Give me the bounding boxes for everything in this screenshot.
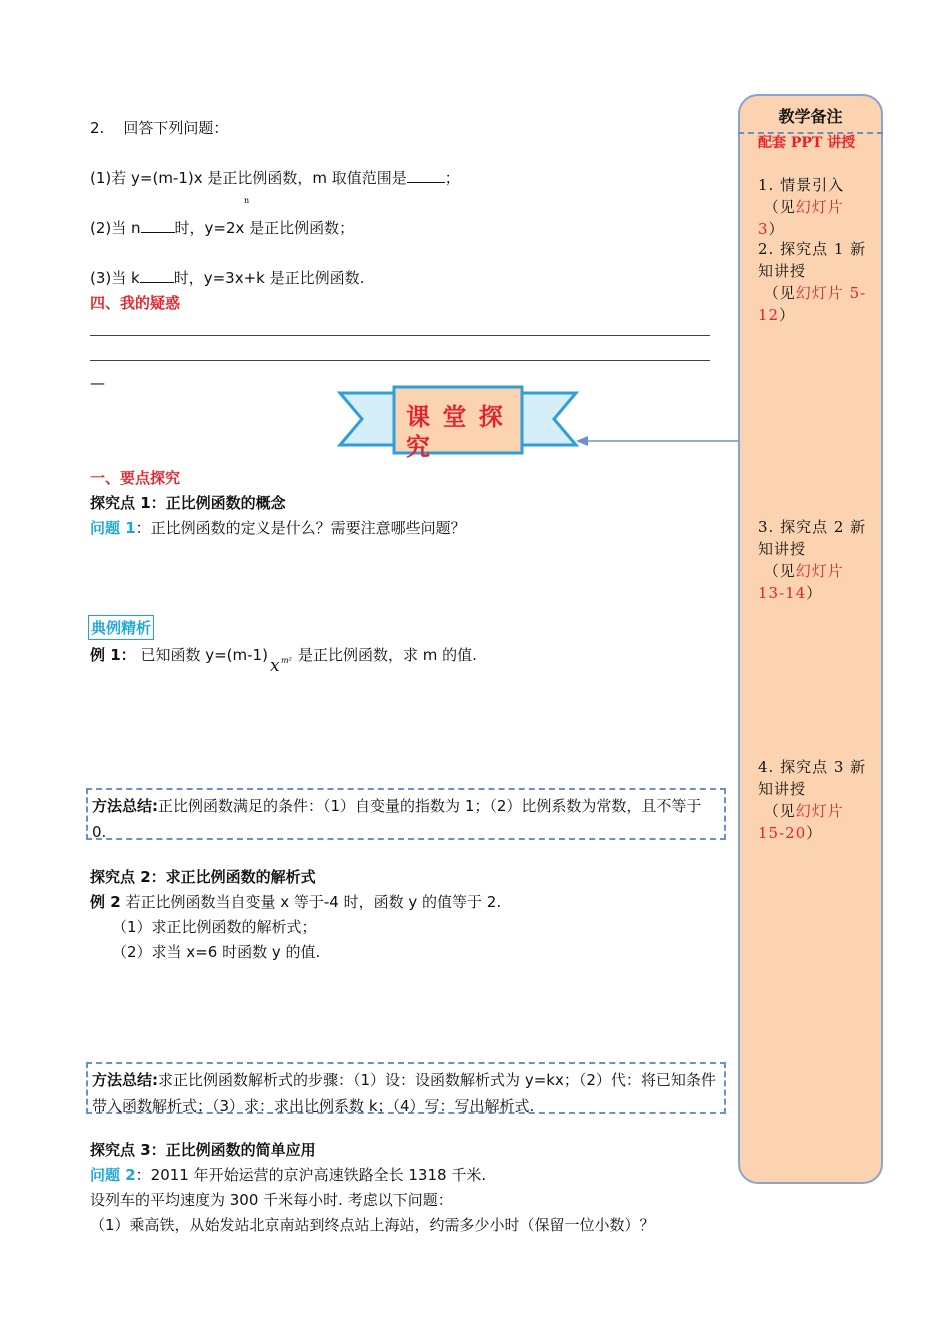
- note-item-4-title: 4. 探究点 3 新知讲授: [758, 758, 867, 798]
- method-summary-1: [86, 788, 726, 840]
- summary-text: 正比例函数满足的条件：（1）自变量的指数为 1；（2）比例系数为常数，且不等于 0.: [92, 797, 702, 841]
- question-2-line-2: 设列车的平均速度为 300 千米每小时. 考虑以下问题：: [90, 1191, 453, 1209]
- part-1-end: ；: [444, 169, 460, 187]
- summary-label: 方法总结:: [92, 797, 158, 815]
- teaching-notes-sidebar: [738, 94, 883, 1184]
- part-3-end: 时，y=3x+k 是正比例函数.: [173, 269, 365, 287]
- note-item-3-slides: 幻灯片 13-14: [758, 562, 844, 602]
- section-heading: 一、要点探究: [90, 469, 181, 487]
- math-exponent: m²: [281, 656, 292, 665]
- question-label: 问题 2: [90, 1166, 136, 1184]
- answer-line: [90, 335, 710, 336]
- example-text-end: 是正比例函数，求 m 的值.: [298, 646, 477, 664]
- note-item-3-suffix: ）: [806, 584, 823, 602]
- sidebar-title: 教学备注: [778, 107, 843, 126]
- note-item-2-prefix: （见: [763, 284, 796, 302]
- example-2-sub-1: （1）求正比例函数的解析式；: [112, 918, 317, 936]
- note-item-1-prefix: （见: [763, 198, 796, 216]
- question-2-part-1: [90, 167, 460, 188]
- note-item-3-title: 3. 探究点 2 新知讲授: [758, 518, 867, 558]
- question-2-part-3: [90, 267, 364, 288]
- math-x: x: [270, 656, 280, 676]
- answer-blank: [407, 168, 445, 183]
- note-item-2: [758, 238, 870, 326]
- example-text: 若正比例函数当自变量 x 等于-4 时，函数 y 的值等于 2.: [125, 893, 502, 911]
- note-item-1-slides: 幻灯片 3: [758, 198, 844, 238]
- point-3-heading: 探究点 3：正比例函数的简单应用: [90, 1141, 316, 1159]
- answer-blank: [141, 218, 175, 233]
- answer-line-end: —: [90, 374, 105, 392]
- example-2-sub-2: （2）求当 x=6 时函数 y 的值.: [112, 943, 321, 961]
- note-item-4-prefix: （见: [763, 802, 796, 820]
- note-item-3-prefix: （见: [763, 562, 796, 580]
- question-2-title: 2. 回答下列问题：: [90, 119, 229, 137]
- arrow-left-icon: [576, 433, 740, 449]
- question-2-part-2: [90, 217, 354, 238]
- answer-line: [90, 360, 710, 361]
- banner-title: 课 堂 探 究: [406, 403, 505, 461]
- note-item-3: [758, 516, 870, 604]
- note-item-2-slides: 幻灯片 5-12: [758, 284, 867, 324]
- example-1: [90, 644, 268, 665]
- example-text: 已知函数 y=(m-1): [140, 646, 268, 664]
- example-label: 例 1：: [90, 646, 136, 664]
- sidebar-subtitle: 配套 PPT 讲授: [758, 135, 856, 151]
- part-3-text: (3)当 k: [90, 269, 140, 287]
- question-1: [90, 517, 466, 538]
- note-item-2-title: 2. 探究点 1 新知讲授: [758, 240, 867, 280]
- note-item-4: [758, 756, 870, 844]
- point-1-heading: 探究点 1：正比例函数的概念: [90, 494, 286, 512]
- example-2: [90, 891, 501, 912]
- part-2-text: (2)当 n: [90, 219, 141, 237]
- doubts-heading: 四、我的疑惑: [90, 294, 181, 312]
- answer-blank: [140, 268, 174, 283]
- summary-text: 求正比例函数解析式的步骤：（1）设：设函数解析式为 y=kx；（2）代：将已知条件带入函数解析式；（3）求：求出比例系数 k；（4）写：写出解析式.: [92, 1071, 716, 1115]
- question-text: ：正比例函数的定义是什么？需要注意哪些问题？: [135, 519, 466, 537]
- example-label: 例 2: [90, 893, 121, 911]
- point-2-heading: 探究点 2：求正比例函数的解析式: [90, 868, 316, 886]
- part-1-text: (1)若 y=(m-1)x 是正比例函数，m 取值范围是: [90, 169, 407, 187]
- superscript-n: n: [244, 196, 250, 205]
- example-tag: 典例精析: [88, 615, 154, 640]
- note-item-4-suffix: ）: [806, 824, 823, 842]
- note-item-1-suffix: ）: [768, 220, 785, 238]
- question-text: ：2011 年开始运营的京沪高速铁路全长 1318 千米.: [135, 1166, 487, 1184]
- part-2-end: 时，y=2x 是正比例函数；: [174, 219, 355, 237]
- note-item-1-title: 1. 情景引入: [758, 176, 845, 194]
- note-item-1: [758, 174, 870, 240]
- note-item-2-suffix: ）: [779, 306, 796, 324]
- question-2: [90, 1164, 486, 1185]
- note-item-4-slides: 幻灯片 15-20: [758, 802, 844, 842]
- method-summary-2: [86, 1062, 726, 1114]
- question-2-line-3: （1）乘高铁，从始发站北京南站到终点站上海站，约需多少小时（保留一位小数）？: [90, 1216, 655, 1234]
- question-label: 问题 1: [90, 519, 136, 537]
- summary-label: 方法总结:: [92, 1071, 158, 1089]
